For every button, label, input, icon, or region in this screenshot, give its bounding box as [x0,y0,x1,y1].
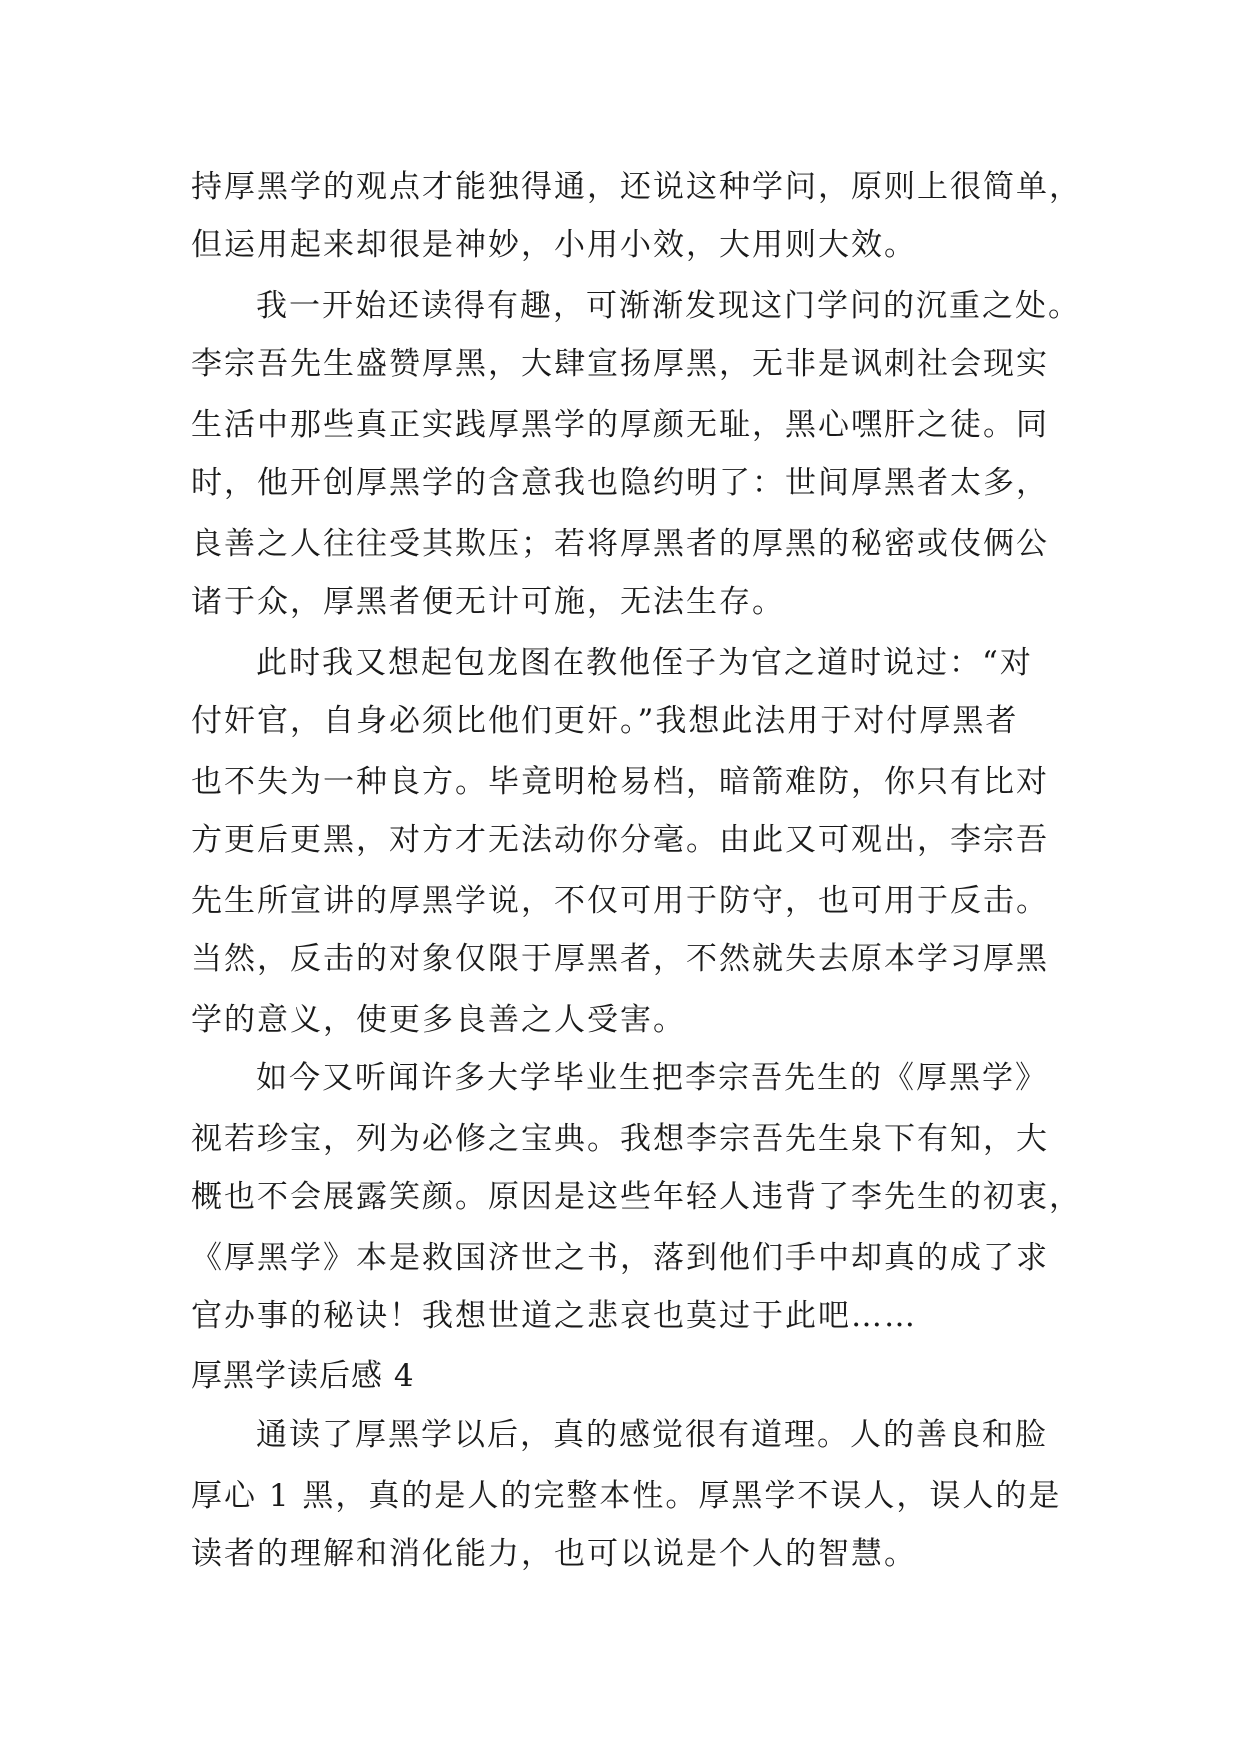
paragraph-line: 先生所宣讲的厚黑学说，不仅可用于防守，也可用于反击。 [191,883,1049,919]
paragraph-line: 也不失为一种良方。毕竟明枪易档，暗箭难防，你只有比对 [191,764,1049,800]
paragraph-line: 方更后更黑，对方才无法动你分毫。由此又可观出，李宗吾 [191,822,1049,858]
paragraph-line: 《厚黑学》本是救国济世之书，落到他们手中却真的成了求 [191,1240,1049,1276]
paragraph-line: 付奸官，自身必须比他们更奸。”我想此法用于对付厚黑者 [191,703,1019,739]
paragraph-first-line: 我一开始还读得有趣，可渐渐发现这门学问的沉重之处。 [256,288,1081,324]
paragraph-first-line: 此时我又想起包龙图在教他侄子为官之道时说过：“对 [256,645,1033,681]
paragraph-line: 时，他开创厚黑学的含意我也隐约明了：世间厚黑者太多， [191,465,1049,501]
paragraph-line: 视若珍宝，列为必修之宝典。我想李宗吾先生泉下有知，大 [191,1121,1049,1157]
paragraph-line: 厚心 1 黑，真的是人的完整本性。厚黑学不误人，误人的是 [191,1478,1062,1514]
paragraph-line: 当然，反击的对象仅限于厚黑者，不然就失去原本学习厚黑 [191,941,1049,977]
paragraph-line: 概也不会展露笑颜。原因是这些年轻人违背了李先生的初衷， [191,1179,1082,1215]
paragraph-line: 良善之人往往受其欺压；若将厚黑者的厚黑的秘密或伎俩公 [191,526,1049,562]
paragraph-line: 诸于众，厚黑者便无计可施，无法生存。 [191,584,785,620]
paragraph-first-line: 通读了厚黑学以后，真的感觉很有道理。人的善良和脸 [256,1417,1048,1453]
paragraph-line: 但运用起来却很是神妙，小用小效，大用则大效。 [191,227,917,263]
paragraph-line: 李宗吾先生盛赞厚黑，大肆宣扬厚黑，无非是讽刺社会现实 [191,346,1049,382]
paragraph-line: 持厚黑学的观点才能独得通，还说这种学问，原则上很简单， [191,169,1082,205]
paragraph-first-line: 如今又听闻许多大学毕业生把李宗吾先生的《厚黑学》 [256,1060,1048,1096]
section-heading: 厚黑学读后感 4 [191,1358,415,1394]
paragraph-line: 官办事的秘诀！我想世道之悲哀也莫过于此吧…… [191,1298,917,1334]
paragraph-line: 学的意义，使更多良善之人受害。 [191,1002,686,1038]
paragraph-line: 读者的理解和消化能力，也可以说是个人的智慧。 [191,1536,917,1572]
paragraph-line: 生活中那些真正实践厚黑学的厚颜无耻，黑心嘿肝之徒。同 [191,407,1049,443]
